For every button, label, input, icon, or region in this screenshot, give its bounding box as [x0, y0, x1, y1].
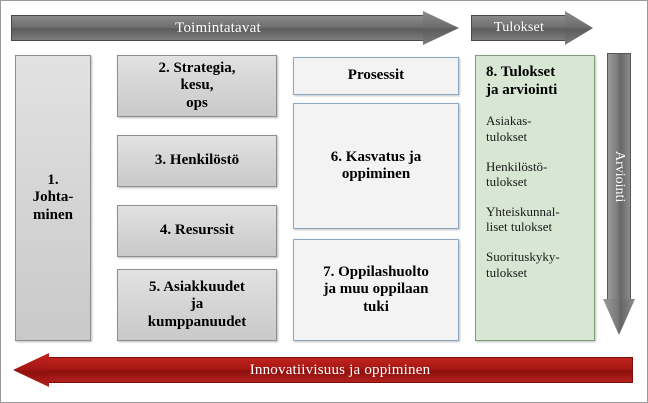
results-item-line1: Asiakas-	[486, 113, 532, 129]
box-prosessit	[293, 57, 459, 95]
arviointi-arrow-label: Arviointi	[612, 151, 627, 203]
box-asiakkuudet-line1: 5. Asiakkuudet	[149, 279, 245, 296]
results-item-line2: tulokset	[486, 264, 528, 280]
results-panel-title-line2: ja arviointi	[486, 81, 558, 98]
results-item-line1: Henkilöstö-	[486, 158, 548, 174]
arrow-head-icon	[423, 11, 459, 45]
toimintatavat-arrow	[11, 11, 459, 45]
box-oppilashuolto-line1: 7. Oppilashuolto	[323, 264, 429, 281]
box-johtaminen-line3: minen	[32, 206, 73, 223]
box-strategia	[117, 55, 277, 117]
box-asiakkuudet-line2: ja	[190, 296, 204, 313]
box-asiakkuudet-line3: kumppanuudet	[147, 313, 247, 330]
box-henkilosto-label: 3. Henkilöstö	[154, 152, 240, 169]
box-oppilashuolto-line2: ja muu oppilaan	[323, 281, 429, 298]
results-item-yhteiskunnalliset	[486, 204, 586, 235]
box-strategia-line1: 2. Strategia,	[158, 60, 236, 77]
box-prosessit-label: Prosessit	[347, 67, 405, 84]
results-item-line2: tulokset	[486, 128, 528, 144]
box-resurssit	[117, 205, 277, 257]
results-item-line1: Suorituskyky-	[486, 248, 560, 264]
box-oppilashuolto	[293, 239, 459, 341]
results-item-asiakas	[486, 113, 586, 144]
arrow-head-icon	[13, 353, 49, 387]
innovatiivisuus-arrow-label: Innovatiivisuus ja oppiminen	[249, 361, 431, 378]
box-oppilashuolto-line3: tuki	[363, 298, 389, 315]
results-item-henkilosto	[486, 159, 586, 190]
results-item-suorituskyky	[486, 249, 586, 280]
results-panel-title	[486, 64, 586, 99]
results-panel-title-line1: 8. Tulokset	[486, 64, 556, 80]
arrow-head-icon	[565, 11, 593, 45]
box-strategia-line3: ops	[186, 94, 208, 111]
box-strategia-line2: kesu,	[180, 77, 214, 94]
results-item-line2: liset tulokset	[486, 219, 553, 235]
box-johtaminen	[15, 55, 91, 341]
results-panel	[475, 55, 595, 341]
box-kasvatus-line2: oppiminen	[341, 166, 411, 182]
tulokset-arrow	[471, 11, 593, 45]
box-johtaminen-line2: Johta-	[32, 189, 74, 206]
innovatiivisuus-arrow	[13, 353, 633, 387]
toimintatavat-arrow-label: Toimintatavat	[175, 19, 261, 36]
arviointi-arrow	[603, 53, 635, 335]
results-item-line2: tulokset	[486, 174, 528, 190]
box-kasvatus-line1: 6. Kasvatus ja	[330, 148, 422, 165]
arrow-head-icon	[603, 299, 635, 335]
box-johtaminen-line1: 1.	[47, 172, 59, 189]
box-resurssit-label: 4. Resurssit	[159, 222, 235, 239]
box-kasvatus-ja-oppiminen	[293, 103, 459, 229]
box-henkilosto	[117, 135, 277, 187]
tulokset-arrow-label: Tulokset	[493, 20, 545, 35]
box-asiakkuudet	[117, 269, 277, 341]
results-item-line1: Yhteiskunnal-	[486, 203, 560, 219]
